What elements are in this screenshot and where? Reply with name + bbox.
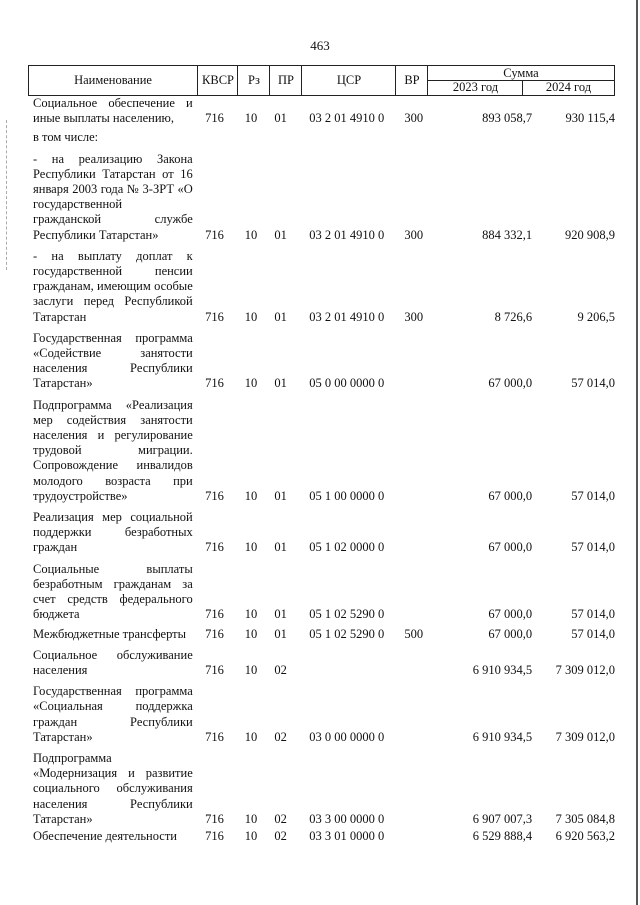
- row-csr: 03 2 01 4910 0: [309, 309, 385, 324]
- row-name: Обеспечение деятельности: [33, 828, 178, 843]
- row-sum-2024: 57 014,0: [571, 607, 615, 622]
- row-name: Социальные выплаты безработным гражданам за счет средств федерального бюджета: [33, 561, 193, 622]
- table-row: [33, 648, 615, 678]
- row-rz: 10: [244, 540, 258, 555]
- row-pr: 01: [274, 227, 287, 242]
- row-name: Подпрограмма «Реализация мер содействия занятости населения и регулирование трудовой миграции. Сопровождение инвалидов молодого возраста при трудоустройстве»: [33, 397, 193, 503]
- row-sum-2023: 67 000,0: [488, 607, 533, 622]
- row-vr: 300: [404, 111, 424, 126]
- page-number: 463: [310, 38, 330, 53]
- header-year-2023: 2023 год: [427, 80, 523, 95]
- row-rz: 10: [244, 111, 258, 126]
- row-sum-2023: 67 000,0: [488, 376, 533, 391]
- row-sum-2024: 6 920 563,2: [555, 828, 615, 843]
- row-sum-2023: 6 907 007,3: [472, 811, 533, 826]
- header-year-2024: 2024 год: [522, 80, 614, 95]
- row-pr: 02: [274, 729, 287, 744]
- row-kvsr: 716: [205, 729, 224, 744]
- row-kvsr: 716: [205, 607, 224, 622]
- table-row: [33, 331, 615, 392]
- row-rz: 10: [244, 662, 258, 677]
- row-sum-2023: 8 726,6: [494, 309, 533, 324]
- row-pr: 01: [274, 111, 287, 126]
- row-pr: 02: [274, 662, 287, 677]
- header-kvsr: КВСР: [197, 66, 238, 95]
- table-row: [33, 829, 615, 844]
- row-vr: 300: [404, 309, 424, 324]
- row-pr: 01: [274, 607, 287, 622]
- row-rz: 10: [244, 488, 258, 503]
- row-pr: 01: [274, 626, 287, 641]
- header-vr: ВР: [395, 66, 428, 95]
- row-pr: 01: [274, 540, 287, 555]
- row-vr: 500: [404, 626, 424, 641]
- row-kvsr: 716: [205, 111, 224, 126]
- header-csr: ЦСР: [301, 66, 396, 95]
- row-name: Государственная программа «Социальная поддержка граждан Республики Татарстан»: [33, 684, 193, 744]
- row-vr: 300: [404, 227, 424, 242]
- row-csr: 05 1 00 0000 0: [309, 488, 385, 503]
- row-pr: 01: [274, 488, 287, 503]
- row-name: Социальное обеспечение и иные выплаты населению,: [33, 96, 193, 126]
- row-sum-2024: 920 908,9: [564, 227, 615, 242]
- row-pr: 01: [274, 376, 287, 391]
- row-rz: 10: [244, 376, 258, 391]
- row-pr: 02: [274, 828, 287, 843]
- row-sum-2024: 57 014,0: [571, 540, 615, 555]
- header-sum: Сумма: [427, 66, 614, 81]
- row-sum-2023: 67 000,0: [488, 488, 533, 503]
- row-rz: 10: [244, 729, 258, 744]
- row-pr: 02: [274, 811, 287, 826]
- row-name: Подпрограмма «Модернизация и развитие социального обслуживания населения Республики Татарстан»: [33, 750, 193, 826]
- row-sum-2023: 884 332,1: [482, 227, 533, 242]
- row-csr: 03 0 00 0000 0: [309, 729, 385, 744]
- row-rz: 10: [244, 227, 258, 242]
- row-kvsr: 716: [205, 828, 224, 843]
- header-rz: Рз: [237, 66, 270, 95]
- row-pr: 01: [274, 309, 287, 324]
- row-kvsr: 716: [205, 811, 224, 826]
- row-name: - на реализацию Закона Республики Татарстан от 16 января 2003 года № 3-ЗРТ «О государственной гражданской службе Республики Татарстан»: [33, 151, 193, 242]
- row-csr: 03 2 01 4910 0: [309, 111, 385, 126]
- header-name: Наименование: [74, 73, 152, 87]
- table-row: [33, 130, 615, 145]
- row-name: Социальное обслуживание населения: [33, 647, 193, 677]
- row-sum-2023: 893 058,7: [482, 111, 533, 126]
- row-rz: 10: [244, 309, 258, 324]
- scan-edge-line: [636, 0, 638, 905]
- row-rz: 10: [244, 626, 258, 641]
- row-csr: 05 1 02 5290 0: [309, 607, 385, 622]
- table-row: [33, 627, 615, 642]
- row-sum-2024: 57 014,0: [571, 626, 615, 641]
- row-kvsr: 716: [205, 662, 224, 677]
- table-row: [33, 751, 615, 827]
- table-header: [28, 65, 615, 96]
- row-sum-2023: 6 529 888,4: [472, 828, 533, 843]
- row-sum-2024: 7 309 012,0: [555, 662, 615, 677]
- row-name: в том числе:: [33, 130, 99, 145]
- row-sum-2023: 67 000,0: [488, 626, 533, 641]
- row-csr: 03 3 00 0000 0: [309, 811, 385, 826]
- row-csr: 05 1 02 5290 0: [309, 626, 385, 641]
- row-kvsr: 716: [205, 309, 224, 324]
- row-sum-2024: 7 309 012,0: [555, 729, 615, 744]
- row-csr: 03 2 01 4910 0: [309, 227, 385, 242]
- row-name: Межбюджетные трансферты: [33, 626, 187, 641]
- row-kvsr: 716: [205, 227, 224, 242]
- table-row: [33, 249, 615, 325]
- row-name: Государственная программа «Содействие занятости населения Республики Татарстан»: [33, 330, 193, 391]
- scan-margin-marks: [6, 120, 11, 270]
- row-sum-2024: 9 206,5: [577, 309, 615, 324]
- row-rz: 10: [244, 828, 258, 843]
- row-name: Реализация мер социальной поддержки безработных граждан: [33, 510, 193, 555]
- row-kvsr: 716: [205, 376, 224, 391]
- row-sum-2023: 67 000,0: [488, 540, 533, 555]
- table-row: [33, 684, 615, 745]
- row-csr: 03 3 01 0000 0: [309, 828, 385, 843]
- table-row: [33, 96, 615, 126]
- row-sum-2024: 57 014,0: [571, 488, 615, 503]
- row-kvsr: 716: [205, 540, 224, 555]
- table-body: [33, 96, 615, 844]
- row-csr: 05 0 00 0000 0: [309, 376, 385, 391]
- table-row: [33, 398, 615, 504]
- row-csr: 05 1 02 0000 0: [309, 540, 385, 555]
- header-pr: ПР: [269, 66, 302, 95]
- row-rz: 10: [244, 811, 258, 826]
- row-sum-2023: 6 910 934,5: [472, 662, 533, 677]
- row-rz: 10: [244, 607, 258, 622]
- table-row: [33, 152, 615, 243]
- row-kvsr: 716: [205, 626, 224, 641]
- row-sum-2024: 57 014,0: [571, 376, 615, 391]
- row-name: - на выплату доплат к государственной пенсии гражданам, имеющим особые заслуги перед Республикой Татарстан: [33, 248, 193, 324]
- table-row: [33, 510, 615, 556]
- row-kvsr: 716: [205, 488, 224, 503]
- row-sum-2024: 930 115,4: [565, 111, 615, 126]
- table-row: [33, 562, 615, 623]
- row-sum-2024: 7 305 084,8: [555, 811, 615, 826]
- row-sum-2023: 6 910 934,5: [472, 729, 533, 744]
